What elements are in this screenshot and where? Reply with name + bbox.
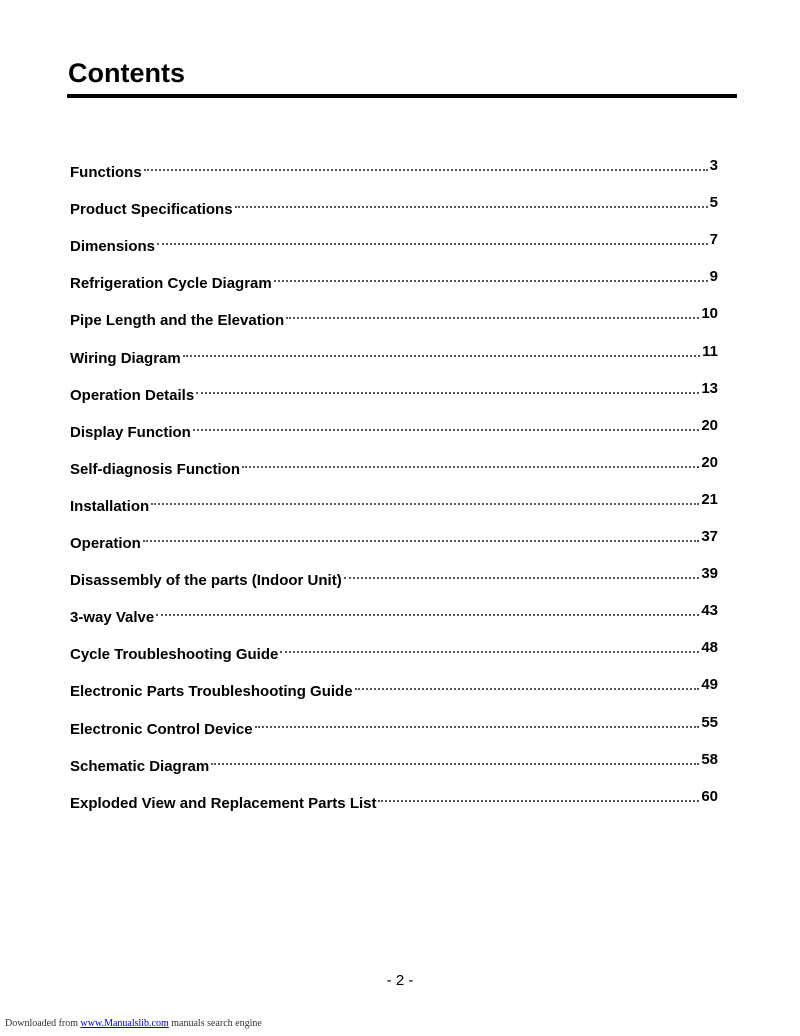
toc-entry-page: 37 (701, 528, 718, 546)
toc-entry-label: 3-way Valve (70, 609, 155, 627)
dot-leader (196, 392, 699, 394)
toc-entry-page: 48 (701, 639, 718, 657)
toc-entry[interactable] (70, 771, 718, 812)
toc-entry[interactable] (70, 585, 718, 627)
toc-entry[interactable] (70, 214, 718, 256)
toc-entry-page: 3 (709, 157, 718, 175)
dot-leader (211, 763, 699, 765)
toc-entry-page: 60 (701, 787, 718, 805)
toc-entry-label: Schematic Diagram (70, 757, 210, 775)
dot-leader (378, 800, 699, 802)
toc-entry-label: Installation (70, 497, 150, 515)
toc-entry-page: 43 (701, 602, 718, 620)
toc-entry[interactable] (70, 659, 718, 701)
toc-entry-page: 9 (709, 268, 718, 286)
toc-entry[interactable] (70, 437, 718, 478)
dot-leader (355, 688, 700, 690)
toc-entry-page: 20 (701, 453, 718, 471)
toc-entry-page: 11 (702, 342, 718, 360)
toc-entry-label: Cycle Troubleshooting Guide (70, 646, 279, 664)
dot-leader (255, 726, 700, 728)
toc-entry[interactable] (70, 325, 718, 367)
toc-entry[interactable] (70, 140, 718, 182)
dot-leader (193, 429, 699, 431)
dot-leader (156, 614, 699, 616)
dot-leader (344, 577, 700, 579)
toc-entry-label: Functions (70, 164, 142, 182)
dot-leader (144, 169, 708, 171)
toc-entry-label: Operation Details (70, 386, 195, 404)
toc-entry-page: 58 (701, 750, 718, 768)
dot-leader (143, 540, 699, 542)
toc-entry[interactable] (70, 622, 718, 664)
toc-entry-label: Pipe Length and the Elevation (70, 312, 285, 330)
toc-entry[interactable] (70, 511, 718, 553)
toc-entry-label: Electronic Parts Troubleshooting Guide (70, 683, 353, 701)
dot-leader (242, 466, 699, 468)
dot-leader (280, 651, 699, 653)
toc-entry[interactable] (70, 251, 718, 293)
toc-entry-page: 20 (701, 416, 718, 434)
toc-entry[interactable] (70, 548, 718, 590)
toc-entry-label: Product Specifications (70, 201, 233, 219)
toc-entry-label: Operation (70, 535, 141, 553)
download-footer (5, 1018, 262, 1029)
footer-suffix: manuals search engine (171, 1018, 262, 1029)
toc-entry-page: 49 (701, 676, 718, 694)
toc-entry-page: 55 (701, 713, 718, 731)
toc-entry-page: 10 (701, 305, 718, 323)
table-of-contents (70, 140, 718, 812)
toc-entry[interactable] (70, 288, 718, 330)
toc-entry[interactable] (70, 734, 718, 775)
toc-entry-label: Self-diagnosis Function (70, 460, 241, 478)
dot-leader (157, 243, 708, 245)
dot-leader (235, 206, 708, 208)
toc-entry-page: 21 (701, 490, 718, 508)
toc-entry-page: 39 (701, 565, 718, 583)
dot-leader (183, 355, 700, 357)
title-underline (67, 94, 737, 98)
toc-entry-label: Disassembly of the parts (Indoor Unit) (70, 572, 342, 590)
toc-entry[interactable] (70, 400, 718, 441)
dot-leader (274, 280, 708, 282)
toc-entry-label: Wiring Diagram (70, 349, 181, 367)
page-title: Contents (68, 58, 185, 88)
toc-entry-page: 7 (709, 231, 718, 249)
toc-entry-label: Display Function (70, 423, 191, 441)
dot-leader (151, 503, 699, 505)
toc-entry-page: 5 (709, 194, 718, 212)
toc-entry[interactable] (70, 363, 718, 404)
toc-entry[interactable] (70, 177, 718, 219)
toc-entry[interactable] (70, 696, 718, 738)
toc-entry-label: Exploded View and Replacement Parts List (70, 794, 377, 812)
footer-prefix: Downloaded from (5, 1018, 79, 1029)
toc-entry-label: Dimensions (70, 238, 156, 256)
dot-leader (286, 317, 699, 319)
page-number: - 2 - (386, 972, 414, 989)
manualslib-link[interactable]: www.Manualslib.com (80, 1018, 169, 1029)
toc-entry-page: 13 (701, 379, 718, 397)
toc-entry[interactable] (70, 474, 718, 515)
toc-entry-label: Electronic Control Device (70, 720, 253, 738)
toc-entry-label: Refrigeration Cycle Diagram (70, 275, 272, 293)
